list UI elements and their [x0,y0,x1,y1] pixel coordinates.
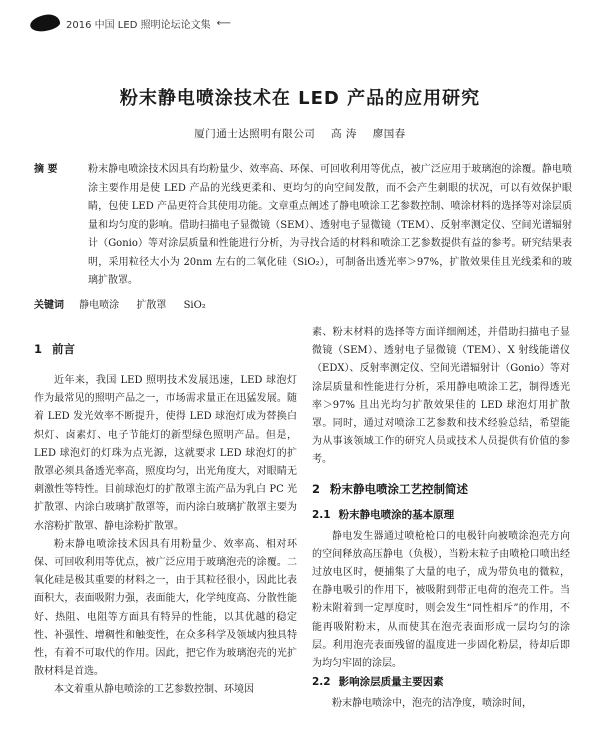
publisher-logo-icon [29,13,61,33]
subsection-number: 2.1 [312,508,331,521]
keywords-label: 关键词 [34,300,64,311]
section-heading-1 [34,340,297,358]
subsection-title: 粉末静电喷涂的基本原理 [338,508,455,521]
keywords [34,296,220,311]
running-head-text: 2016 中国 LED 照明论坛论文集 [66,19,211,31]
arrow-icon: ⟵ [216,17,231,29]
section-heading-2 [312,480,570,498]
affiliation: 厦门通士达照明有限公司 [194,128,316,140]
keyword: 静电喷涂 [79,300,120,311]
left-column [34,340,297,700]
section-title: 前言 [52,342,76,356]
paragraph: 粉末静电喷涂中，泡壳的洁净度，喷涂时间， [332,698,532,710]
author-line [0,126,600,141]
subsection-title: 影响涂层质量主要因素 [338,676,444,689]
subsection-heading-2-2 [312,673,570,691]
abstract-label: 摘 要 [34,164,58,175]
keyword: 扩散罩 [136,300,167,311]
right-column [312,324,570,713]
section-number: 2 [312,481,321,496]
author-name: 廖国春 [372,128,406,140]
subsection-number: 2.2 [312,676,331,689]
author-name: 高 涛 [331,128,357,140]
paragraph: 素、粉末材料的选择等方面详细阐述，并借助扫描电子显微镜（SEM）、透射电子显微镜（TEM）、X 射线能谱仪（EDX）、反射率测定仪、空间光谱辐射计（Gonio）等对涂层质量和性能进行分析，采用静电喷涂工艺，制得透光率＞97% 且出光均匀扩散效果佳的 LED 球泡灯用扩散罩。同时，通过对喷涂工艺参数和技术经验总结，希望能为从事该领域工作的研究人员或技术人员提供有价值的参考。 [312,327,570,466]
running-header [30,14,231,32]
paragraph: 本文着重从静电喷涂的工艺参数控制、环境因 [54,684,254,696]
keyword: SiO₂ [183,300,206,311]
section-number: 1 [34,342,43,356]
paragraph: 近年来，我国 LED 照明技术发展迅速，LED 球泡灯作为最常见的照明产品之一，市场需求量正在迅猛发展。随着 LED 发光效率不断提升，使得 LED 球泡灯成为替换白炽灯、卤素灯、电子节能灯的新型绿色照明产品。但是，LED 球泡灯的灯珠为点光源，这就要求 LED 球泡灯的扩散罩必须具备透光率高，照度均匀，出光角度大，对眼睛无刺激性等特性。目前球泡灯的扩散罩主流产品为乳白 PC 光扩散罩、内涂白玻璃扩散罩等，而内涂白玻璃扩散罩主要为水溶粉扩散罩、静电涂粉扩散罩。 [34,375,297,532]
paragraph: 静电发生器通过喷枪枪口的电极针向被喷涂泡壳方向的空间释放高压静电（负极），当粉末粒子由喷枪口喷出经过放电区时，便捕集了大量的电子，成为带负电的微粒，在静电吸引的作用下，被吸附到带正电荷的泡壳工件。当粉末附着到一定厚度时，则会发生“同性相斥”的作用，不能再吸附粉末，从而使其在泡壳表面形成一层均匀的涂层。利用泡壳表面残留的温度进一步固化粉层，待却后即为均匀牢固的涂层。 [312,530,570,670]
paper-title: 粉末静电喷涂技术在 LED 产品的应用研究 [119,88,481,109]
subsection-heading-2-1 [312,506,570,524]
section-title: 粉末静电喷涂工艺控制简述 [330,481,469,496]
paragraph: 粉末静电喷涂技术因具有用粉量少、效率高、相对环保、可回收利用等优点，被广泛应用于玻璃泡壳的涂覆。二氧化硅是极其重要的材料之一，由于其粒径很小，因此比表面积大，表面吸附力强，表面能大，化学纯度高、分散性能好、热阻、电阻等方面具有特异的性能，以其优越的稳定性、补强性、增稠性和触变性，在众多科学及领域内独具特性，有着不可取代的作用。因此，把它作为玻璃泡壳的光扩散材料是首选。 [34,538,297,678]
abstract [34,161,572,291]
abstract-text: 粉末静电喷涂技术因具有均粉量少、效率高、环保、可回收利用等优点，被广泛应用于玻璃泡的涂覆。静电喷涂主要作用是使 LED 产品的光线更柔和、更均匀的向空间发散，而不会产生刺眼的状况，可以有效保护眼睛，包使 LED 产品更符合其使用功能。文章重点阐述了静电喷涂工艺参数控制、喷涂材料的选择等对涂层质量和均匀度的影响。借助扫描电子显微镜（SEM）、透射电子显微镜（TEM）、反射率测定仪、空间光谱辐射计（Gonio）等对涂层质量和性能进行分析，为寻找合适的材料和喷涂工艺参数提供有益的参考。研究结果表明，采用粒径大小为 20nm 左右的二氧化硅（SiO₂），可制备出透光率＞97%，扩散效果佳且光线柔和的玻璃扩散罩。 [88,164,572,286]
